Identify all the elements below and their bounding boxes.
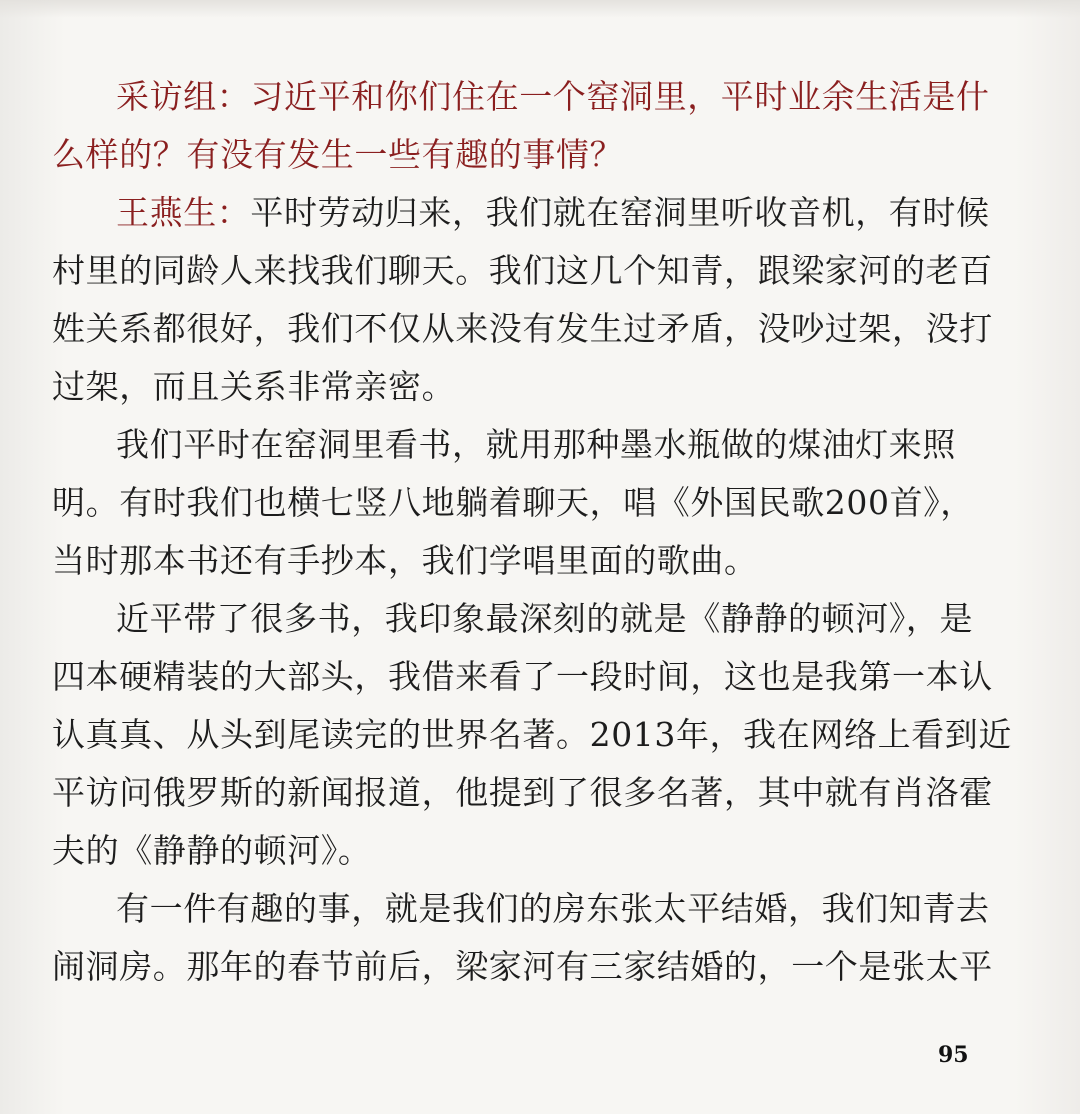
question-text-1: 习近平和你们住在一个窑洞里，平时业余生活是什 [250,77,990,116]
para4-line-1: 有一件有趣的事，就是我们的房东张太平结婚，我们知青去 [116,889,990,928]
page-body-text [52,68,1012,996]
question-line-1 [52,68,990,126]
answer-para1-line-2: 村里的同龄人来找我们聊天。我们这几个知青，跟梁家河的老百 [52,251,993,290]
answer-para1-line-4: 过架，而且关系非常亲密。 [52,367,456,406]
para2-line-3: 当时那本书还有手抄本，我们学唱里面的歌曲。 [52,541,758,580]
para3-line-1: 近平带了很多书，我印象最深刻的就是《静静的顿河》，是 [116,599,974,638]
answer-para1-text-1: 平时劳动归来，我们就在窑洞里听收音机，有时候 [250,193,990,232]
para3-line-2: 四本硬精装的大部头，我借来看了一段时间，这也是我第一本认 [52,657,993,696]
question-line-2: 么样的？有没有发生一些有趣的事情？ [52,135,624,174]
answer-para1-line-3: 姓关系都很好，我们不仅从来没有发生过矛盾，没吵过架，没打 [52,309,993,348]
answer-speaker: 王燕生： [116,193,251,232]
para3-line-4: 平访问俄罗斯的新闻报道，他提到了很多名著，其中就有肖洛霍 [52,773,993,812]
para3-line-3: 认真真、从头到尾读完的世界名著。2013年，我在网络上看到近 [52,715,1012,754]
para2-line-2: 明。有时我们也横七竖八地躺着聊天，唱《外国民歌200首》， [52,483,974,522]
para2-line-1: 我们平时在窑洞里看书，就用那种墨水瓶做的煤油灯来照 [116,425,956,464]
para3-line-5: 夫的《静静的顿河》。 [52,831,372,870]
page-top-shadow [0,0,1080,18]
answer-line-1 [52,184,990,242]
para4-line-2: 闹洞房。那年的春节前后，梁家河有三家结婚的，一个是张太平 [52,947,993,986]
page-number: 95 [938,1042,969,1068]
question-speaker: 采访组： [116,77,251,116]
